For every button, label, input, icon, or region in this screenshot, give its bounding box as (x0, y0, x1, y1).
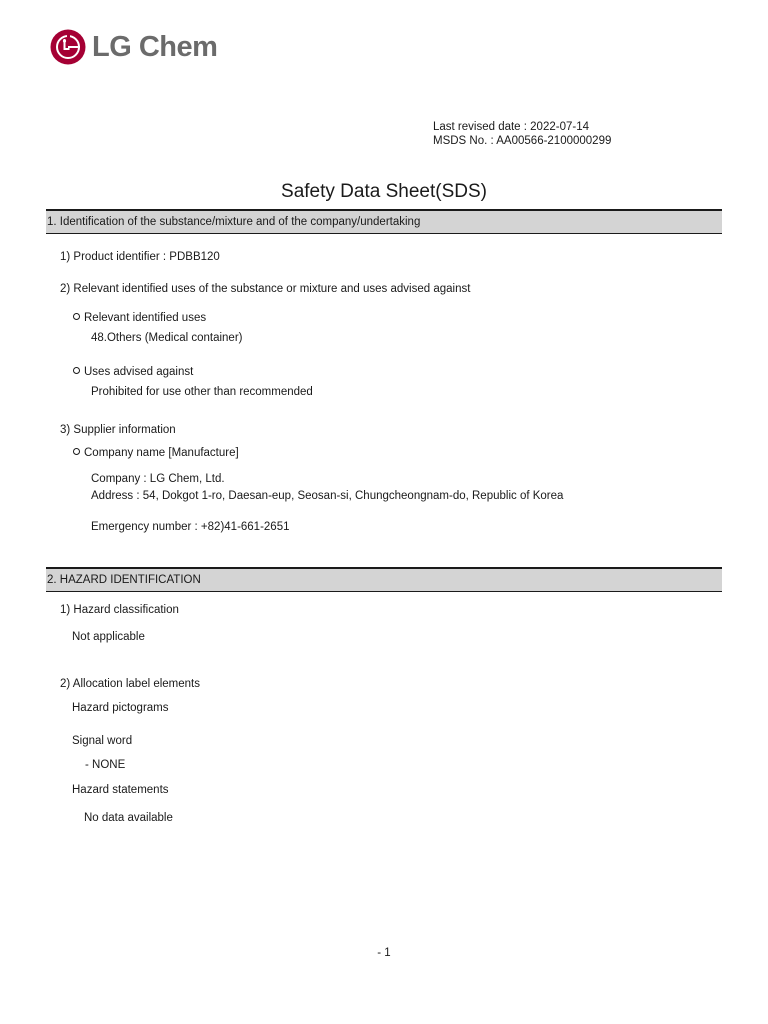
lg-chem-logo (50, 29, 217, 65)
page-number: - 1 (377, 947, 391, 959)
msds-number: MSDS No. : AA00566-2100000299 (433, 135, 612, 147)
hazard-statements-value: No data available (84, 812, 173, 824)
signal-word-value: - NONE (85, 759, 126, 771)
relevant-identified-uses-value: 48.Others (Medical container) (91, 332, 243, 344)
hazard-pictograms-label: Hazard pictograms (72, 702, 169, 714)
uses-advised-against-value: Prohibited for use other than recommended (91, 386, 313, 398)
last-revised-date: Last revised date : 2022-07-14 (433, 121, 589, 133)
hazard-classification-value: Not applicable (72, 631, 145, 643)
product-identifier: 1) Product identifier : PDBB120 (60, 251, 220, 263)
company-address: Address : 54, Dokgot 1-ro, Daesan-eup, Seosan-si, Chungcheongnam-do, Republic of Korea (91, 490, 564, 502)
signal-word-label: Signal word (72, 735, 133, 747)
label-elements-heading: 2) Allocation label elements (60, 678, 200, 690)
emergency-number: Emergency number : +82)41-661-2651 (91, 521, 290, 533)
hazard-classification-heading: 1) Hazard classification (60, 604, 179, 616)
relevant-identified-uses-label: Relevant identified uses (73, 311, 206, 325)
brand-name: LG Chem (92, 31, 218, 63)
section-2-heading: 2. HAZARD IDENTIFICATION (46, 567, 722, 592)
hazard-statements-label: Hazard statements (72, 784, 169, 796)
supplier-information-heading: 3) Supplier information (60, 424, 176, 436)
relevant-uses-heading: 2) Relevant identified uses of the substance or mixture and uses advised against (60, 283, 471, 295)
lg-face-logo-icon (50, 29, 86, 65)
company-name-label: Company name [Manufacture] (73, 446, 239, 460)
company-name: Company : LG Chem, Ltd. (91, 473, 225, 485)
document-title: Safety Data Sheet(SDS) (281, 181, 487, 202)
section-1-heading: 1. Identification of the substance/mixture and of the company/undertaking (46, 209, 722, 234)
uses-advised-against-label: Uses advised against (73, 365, 193, 379)
document-meta (433, 120, 611, 148)
